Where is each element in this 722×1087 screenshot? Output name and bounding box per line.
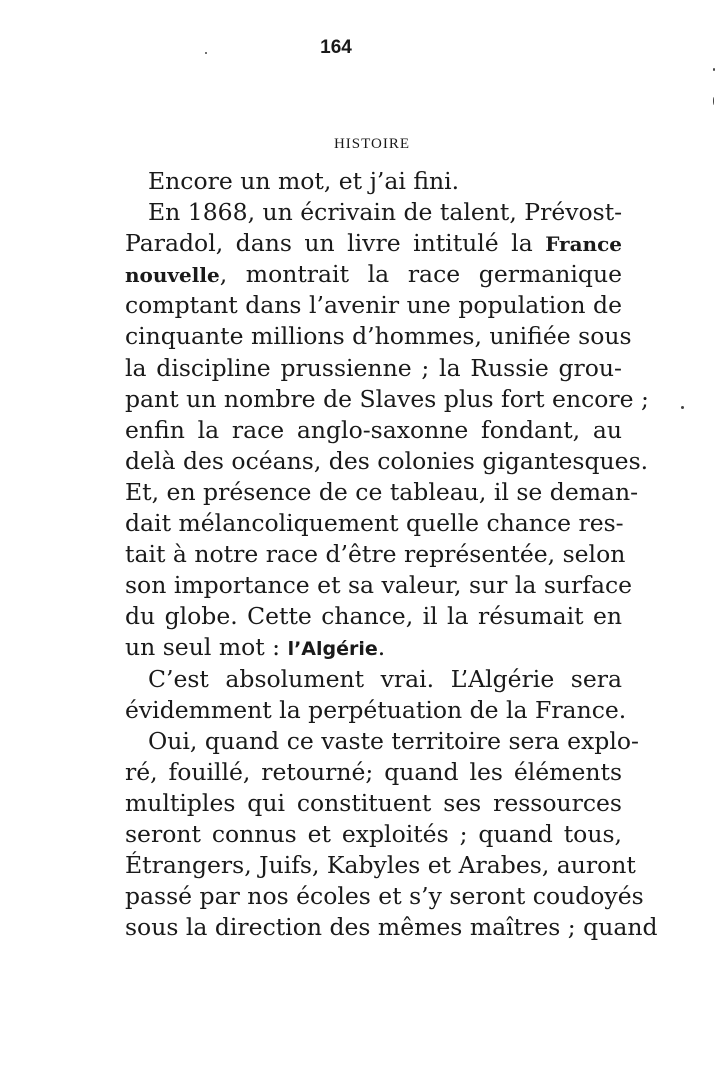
text-line — [125, 259, 622, 290]
running-head: HISTOIRE — [333, 136, 411, 152]
text-line: dait mélancoliquement quelle chance res- — [125, 509, 624, 538]
text-line: du globe. Cette chance, il la résumait en — [125, 602, 622, 631]
text-run: Paradol, dans un livre intitulé la — [125, 229, 546, 258]
text-line: cinquante millions d’hommes, unifiée sous — [125, 322, 632, 351]
text-line: son importance et sa valeur, sur la surface — [125, 571, 633, 600]
text-line — [125, 228, 622, 259]
page-number: 164 — [320, 37, 352, 58]
text-line: delà des océans, des colonies gigantesques. — [125, 446, 649, 475]
text-line: seront connus et exploités ; quand tous, — [125, 819, 622, 848]
text-line: Oui, quand ce vaste territoire sera explo- — [148, 726, 639, 755]
text-line: évidemment la perpétuation de la France. — [125, 695, 627, 724]
book-title-bold: nouvelle — [125, 263, 220, 288]
scan-speck — [205, 52, 207, 54]
text-line: C’est absolument vrai. L’Algérie sera — [148, 664, 622, 693]
text-line: Et, en présence de ce tableau, il se deman- — [125, 477, 639, 506]
scan-speck — [713, 97, 714, 105]
scan-speck — [713, 68, 715, 71]
scan-speck — [681, 406, 684, 409]
text-line: ré, fouillé, retourné; quand les éléments — [125, 757, 622, 786]
text-line: tait à notre race d’être représentée, selon — [125, 540, 626, 569]
text-line — [125, 632, 622, 663]
text-run: , montrait la race germanique — [219, 260, 622, 289]
text-line: Étrangers, Juifs, Kabyles et Arabes, auront — [125, 851, 636, 880]
text-line: En 1868, un écrivain de talent, Prévost- — [148, 198, 623, 227]
text-run: . — [377, 633, 386, 662]
text-line: sous la direction des mêmes maîtres ; quand — [125, 913, 658, 942]
body-text — [125, 166, 658, 943]
emphasis-bold: l’Algérie — [287, 638, 378, 661]
text-line: Encore un mot, et j’ai fini. — [148, 167, 460, 195]
text-line: la discipline prussienne ; la Russie grou- — [125, 353, 622, 382]
text-line: multiples qui constituent ses ressources — [125, 788, 622, 817]
text-line: enfin la race anglo-saxonne fondant, au — [125, 415, 622, 444]
text-line: comptant dans l’avenir une population de — [125, 291, 622, 320]
book-title-bold: France — [545, 232, 622, 257]
text-line: pant un nombre de Slaves plus fort encore ; — [125, 384, 649, 413]
text-run: un seul mot : — [125, 633, 288, 662]
text-line: passé par nos écoles et s’y seront coudoyés — [125, 882, 644, 911]
